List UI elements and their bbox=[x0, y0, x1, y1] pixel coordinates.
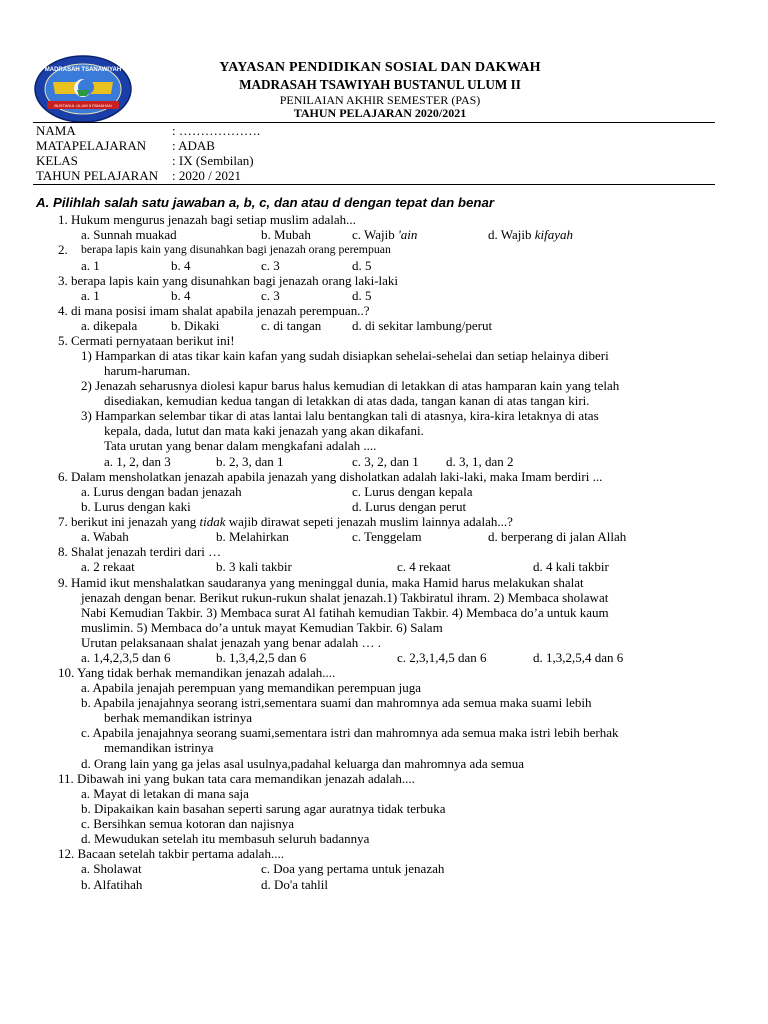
identity-value: : ADAB bbox=[172, 138, 215, 153]
statement-1-cont: harum-haruman. bbox=[104, 363, 191, 378]
option-a: a. Apabila jenajah perempuan yang memandikan perempuan juga bbox=[81, 680, 422, 695]
question-5-prompt: Tata urutan yang benar dalam mengkafani adalah .... bbox=[104, 438, 377, 453]
foundation-name: YAYASAN PENDIDIKAN SOSIAL DAN DAKWAH bbox=[219, 60, 541, 75]
statement-2: 2) Jenazah seharusnya diolesi kapur barus halus kemudian di letakkan di atas hamparan kain yang telah bbox=[81, 378, 620, 393]
question-7 bbox=[58, 514, 513, 529]
option-b: b. 2, 3, dan 1 bbox=[216, 454, 284, 469]
option-b: b. 4 bbox=[171, 288, 191, 303]
question-12: 12. Bacaan setelah takbir pertama adalah.... bbox=[58, 846, 284, 861]
identity-label: NAMA bbox=[36, 123, 76, 138]
question-italic: tidak bbox=[199, 514, 226, 529]
option-a: a. Wabah bbox=[81, 529, 129, 544]
option-d: d. 1,3,2,5,4 dan 6 bbox=[533, 650, 624, 665]
option-c: c. Lurus dengan kepala bbox=[352, 484, 473, 499]
option-c: c. 3 bbox=[261, 288, 280, 303]
option-a: a. 1, 2, dan 3 bbox=[104, 454, 171, 469]
question-4: 4. di mana posisi imam shalat apabila jenazah perempuan..? bbox=[58, 303, 370, 318]
identity-label: MATAPELAJARAN bbox=[36, 138, 147, 153]
school-logo bbox=[33, 54, 133, 124]
option-d: d. Lurus dengan perut bbox=[352, 499, 467, 514]
question-9: 9. Hamid ikut menshalatkan saudaranya yang meninggal dunia, maka Hamid harus melakukan shalat bbox=[58, 575, 584, 590]
question-8: 8. Shalat jenazah terdiri dari … bbox=[58, 544, 222, 559]
option-italic: kifayah bbox=[534, 227, 574, 242]
option-d bbox=[488, 227, 573, 242]
exam-name: PENILAIAN AKHIR SEMESTER (PAS) bbox=[279, 93, 481, 107]
question-6: 6. Dalam mensholatkan jenazah apabila jenazah yang disholatkan adalah laki-laki, maka Imam berdiri ... bbox=[58, 469, 603, 484]
header-divider bbox=[33, 122, 715, 123]
question-text: 7. berikut ini jenazah yang bbox=[58, 514, 200, 529]
identity-label: TAHUN PELAJARAN bbox=[36, 168, 159, 183]
option-b: b. 3 kali takbir bbox=[216, 559, 292, 574]
option-d: d. 4 kali takbir bbox=[533, 559, 609, 574]
option-a: a. 1 bbox=[81, 288, 100, 303]
option-a: a. 2 rekaat bbox=[81, 559, 135, 574]
option-b: b. Dikaki bbox=[171, 318, 220, 333]
option-b: b. Dipakaikan kain basahan seperti sarung agar auratnya tidak terbuka bbox=[81, 801, 446, 816]
option-b: b. 1,3,4,2,5 dan 6 bbox=[216, 650, 307, 665]
option-b: b. Melahirkan bbox=[216, 529, 289, 544]
option-b: b. Mubah bbox=[261, 227, 311, 242]
option-a: a. 1 bbox=[81, 258, 100, 273]
logo-arc-text: MADRASAH TSANAWIYAH bbox=[44, 67, 122, 73]
statement-2-cont: disediakan, kemudian kedua tangan di letakkan di atas dada, tangan kanan di atas tangan kiri. bbox=[104, 393, 590, 408]
identity-value: : IX (Sembilan) bbox=[172, 153, 254, 168]
logo-band-text: BUSTANUL ULUM II PAMAHAN bbox=[54, 103, 112, 108]
option-b-cont: berhak memandikan istrinya bbox=[104, 710, 253, 725]
statement-1: 1) Hamparkan di atas tikar kain kafan yang sudah disiapkan sehelai-sehelai dan setiap helainya diberi bbox=[81, 348, 609, 363]
option-c-cont: memandikan istrinya bbox=[104, 740, 214, 755]
option-text: d. Wajib bbox=[488, 227, 535, 242]
option-a: a. Lurus dengan badan jenazah bbox=[81, 484, 242, 499]
identity-divider bbox=[33, 184, 715, 185]
option-text: c. Wajib bbox=[352, 227, 399, 242]
section-a-instruction: A. Pilihlah salah satu jawaban a, b, c, dan atau d dengan tepat dan benar bbox=[36, 195, 495, 210]
question-9-line-3: Nabi Kemudian Takbir. 3) Membaca surat Al fatihah kemudian Takbir. 4) Membaca do’a untuk kaum bbox=[81, 605, 609, 620]
identity-value: : 2020 / 2021 bbox=[172, 168, 241, 183]
option-a: a. dikepala bbox=[81, 318, 138, 333]
statement-3-cont: kepala, dada, lutut dan mata kaki jenazah yang akan dikafani. bbox=[104, 423, 424, 438]
statement-3: 3) Hamparkan selembar tikar di atas lantai lalu bentangkan tali di atasnya, kira-kira letaknya di atas bbox=[81, 408, 599, 423]
option-d: d. 5 bbox=[352, 288, 372, 303]
question-2: berapa lapis kain yang disunahkan bagi jenazah orang perempuan bbox=[81, 242, 391, 256]
option-c: c. di tangan bbox=[261, 318, 322, 333]
option-b: b. 4 bbox=[171, 258, 191, 273]
option-c: c. 2,3,1,4,5 dan 6 bbox=[397, 650, 487, 665]
option-b: b. Lurus dengan kaki bbox=[81, 499, 191, 514]
option-c: c. 3, 2, dan 1 bbox=[352, 454, 419, 469]
option-d: d. berperang di jalan Allah bbox=[488, 529, 627, 544]
option-b: b. Alfatihah bbox=[81, 877, 143, 892]
option-d: d. 3, 1, dan 2 bbox=[446, 454, 514, 469]
question-10: 10. Yang tidak berhak memandikan jenazah adalah.... bbox=[58, 665, 336, 680]
question-11: 11. Dibawah ini yang bukan tata cara memandikan jenazah adalah.... bbox=[58, 771, 415, 786]
school-name: MADRASAH TSAWIYAH BUSTANUL ULUM II bbox=[239, 77, 521, 92]
identity-label: KELAS bbox=[36, 153, 78, 168]
question-9-prompt: Urutan pelaksanaan shalat jenazah yang benar adalah … . bbox=[81, 635, 381, 650]
question-9-line-2: jenazah dengan benar. Berikut rukun-rukun shalat jenazah.1) Takbiratul ihram. 2) Membaca sholawat bbox=[81, 590, 609, 605]
option-d: d. 5 bbox=[352, 258, 372, 273]
option-italic: 'ain bbox=[398, 227, 418, 242]
option-c: c. 3 bbox=[261, 258, 280, 273]
question-9-line-4: muslimin. 5) Membaca do’a untuk mayat Kemudian Takbir. 6) Salam bbox=[81, 620, 443, 635]
option-a: a. 1,4,2,3,5 dan 6 bbox=[81, 650, 171, 665]
identity-value: : ………………. bbox=[172, 123, 261, 138]
option-b: b. Apabila jenajahnya seorang istri,sementara suami dan mahromnya ada semua maka suami lebih bbox=[81, 695, 592, 710]
option-c: c. Apabila jenajahnya seorang suami,sementara istri dan mahromnya ada semua maka istri lebih berhak bbox=[81, 725, 619, 740]
option-c: c. 4 rekaat bbox=[397, 559, 451, 574]
option-d: d. Orang lain yang ga jelas asal usulnya,padahal keluarga dan mahromnya ada semua bbox=[81, 756, 525, 771]
question-3: 3. berapa lapis kain yang disunahkan bagi jenazah orang laki-laki bbox=[58, 273, 399, 288]
option-a: a. Sunnah muakad bbox=[81, 227, 177, 242]
option-c: c. Tenggelam bbox=[352, 529, 422, 544]
option-c: c. Doa yang pertama untuk jenazah bbox=[261, 861, 445, 876]
question-text: wajib dirawat sepeti jenazah muslim lainnya adalah...? bbox=[225, 514, 513, 529]
option-d: d. di sekitar lambung/perut bbox=[352, 318, 493, 333]
option-c bbox=[352, 227, 417, 242]
option-a: a. Mayat di letakan di mana saja bbox=[81, 786, 249, 801]
question-5: 5. Cermati pernyataan berikut ini! bbox=[58, 333, 235, 348]
academic-year: TAHUN PELAJARAN 2020/2021 bbox=[293, 106, 467, 120]
option-d: d. Mewudukan setelah itu membasuh seluruh badannya bbox=[81, 831, 370, 846]
question-2-number: 2. bbox=[58, 242, 68, 257]
question-1: 1. Hukum mengurus jenazah bagi setiap muslim adalah... bbox=[58, 212, 356, 227]
option-c: c. Bersihkan semua kotoran dan najisnya bbox=[81, 816, 294, 831]
option-a: a. Sholawat bbox=[81, 861, 142, 876]
option-d: d. Do'a tahlil bbox=[261, 877, 328, 892]
